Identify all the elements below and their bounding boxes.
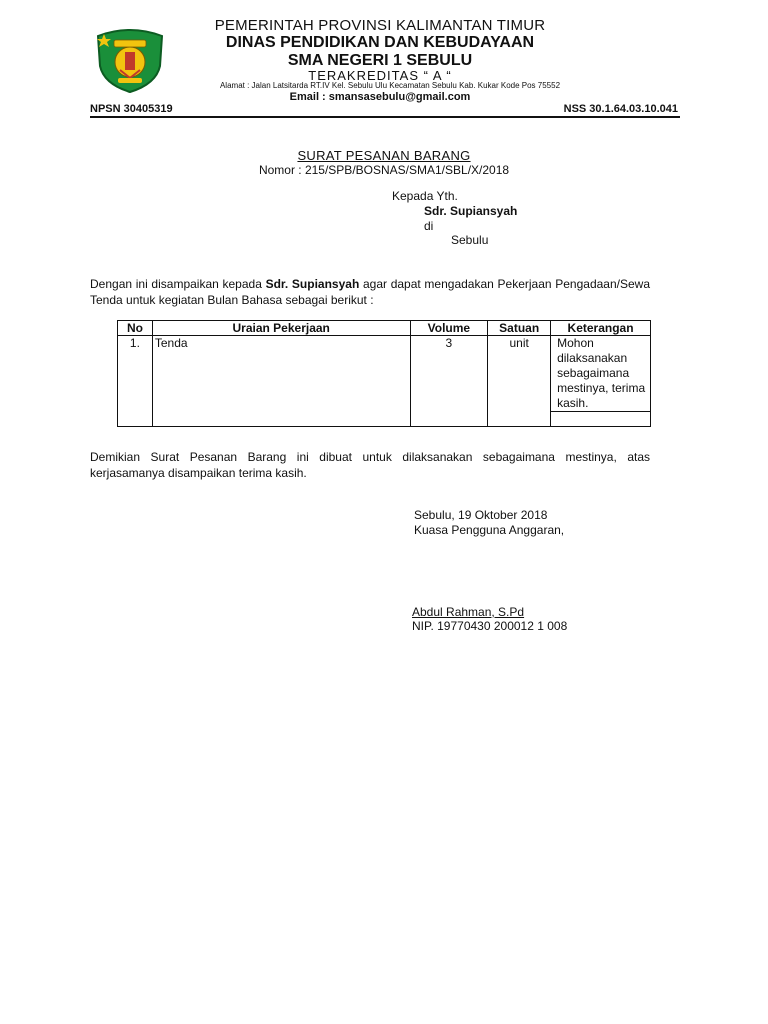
addressee-name: Sdr. Supiansyah bbox=[424, 204, 518, 218]
signature-place-date: Sebulu, 19 Oktober 2018 bbox=[414, 508, 548, 522]
addressee-greeting: Kepada Yth. bbox=[392, 189, 458, 203]
letterhead-address: Alamat : Jalan Latsitarda RT.IV Kel. Sebulu Ulu Kecamatan Sebulu Kab. Kukar Kode Pos 75552 bbox=[219, 81, 561, 90]
empty-cell bbox=[551, 412, 651, 427]
cell-keterangan: Mohon dilaksanakan sebagaimana mestinya, terima kasih. bbox=[551, 336, 651, 412]
header-uraian: Uraian Pekerjaan bbox=[152, 321, 410, 336]
header-keterangan: Keterangan bbox=[551, 321, 651, 336]
table-row bbox=[118, 336, 651, 412]
empty-cell bbox=[488, 412, 551, 427]
empty-cell bbox=[410, 412, 488, 427]
letterhead-school-name: SMA NEGERI 1 SEBULU bbox=[287, 52, 473, 69]
letterhead-department: DINAS PENDIDIKAN DAN KEBUDAYAAN bbox=[225, 34, 535, 51]
cell-uraian: Tenda bbox=[152, 336, 410, 412]
empty-cell bbox=[152, 412, 410, 427]
cell-no: 1. bbox=[118, 336, 153, 412]
cell-volume: 3 bbox=[410, 336, 488, 412]
signature-name: Abdul Rahman, S.Pd bbox=[412, 605, 525, 619]
addressee-di: di bbox=[424, 219, 434, 233]
header-satuan: Satuan bbox=[488, 321, 551, 336]
table-empty-row bbox=[118, 412, 651, 427]
table-header-row bbox=[118, 321, 651, 336]
intro-text-before: Dengan ini disampaikan kepada bbox=[90, 277, 266, 291]
npsn-number: NPSN 30405319 bbox=[90, 103, 173, 115]
intro-text-after: agar dapat mengadakan Pekerjaan Pengadaan/Sewa Tenda untuk kegiatan Bulan Bahasa sebagai berikut : bbox=[90, 277, 650, 307]
letterhead-accreditation: TERAKREDITAS “ A “ bbox=[308, 68, 452, 83]
letterhead-divider bbox=[90, 116, 680, 118]
letter-number: Nomor : 215/SPB/BOSNAS/SMA1/SBL/X/2018 bbox=[258, 163, 510, 177]
intro-paragraph bbox=[90, 276, 650, 308]
signature-nip: NIP. 19770430 200012 1 008 bbox=[412, 619, 568, 633]
header-no: No bbox=[118, 321, 153, 336]
letterhead-email: Email : smansasebulu@gmail.com bbox=[289, 91, 471, 103]
header-volume: Volume bbox=[410, 321, 488, 336]
signature-role: Kuasa Pengguna Anggaran, bbox=[414, 523, 565, 537]
letter-title: SURAT PESANAN BARANG bbox=[297, 148, 471, 163]
nss-number: NSS 30.1.64.03.10.041 bbox=[563, 103, 678, 115]
addressee-place: Sebulu bbox=[451, 233, 489, 247]
order-items-table bbox=[117, 320, 651, 427]
closing-paragraph: Demikian Surat Pesanan Barang ini dibuat untuk dilaksanakan sebagaimana mestinya, atas kerjasamanya disampaikan terima kasih. bbox=[90, 450, 650, 480]
cell-satuan: unit bbox=[488, 336, 551, 412]
empty-cell bbox=[118, 412, 153, 427]
letterhead-government: PEMERINTAH PROVINSI KALIMANTAN TIMUR bbox=[214, 17, 546, 34]
intro-recipient-name: Sdr. Supiansyah bbox=[265, 277, 360, 291]
